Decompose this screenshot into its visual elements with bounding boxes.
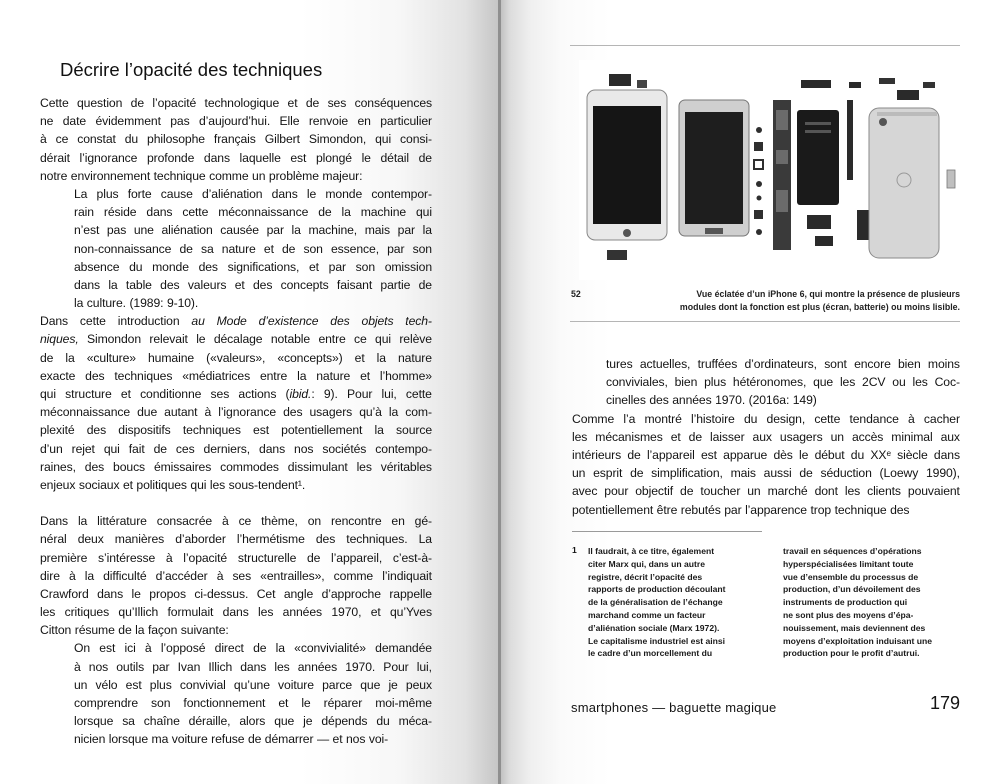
caption-line: Vue éclatée d’un iPhone 6, qui montre la présence de plusieurs — [696, 289, 960, 299]
screen-module — [587, 74, 667, 260]
section-heading: Décrire l’opacité des techniques — [60, 59, 323, 80]
body-line: d’un rejet qui fait de ces derniers, dans nos sociétés contempo- — [40, 441, 432, 456]
page-number: 179 — [929, 693, 960, 713]
footnote-line: moyens d’exploitation induisant une — [783, 635, 932, 646]
footnote-line: de la généralisation de l’échange — [588, 597, 723, 608]
footnote-line: registre, décrit l’opacité des — [588, 571, 703, 582]
quote-line: cinelles des années 1970. (2016a: 149) — [606, 393, 817, 408]
quote-line: la culture. (1989: 9-10). — [74, 296, 199, 311]
book-gutter — [498, 0, 501, 784]
body-line: Cette question de l’opacité technologique et de ses conséquences — [40, 96, 432, 110]
body-line: qui structure et conditionne ses actions (ibid.: 9). Pour lui, cette — [40, 387, 432, 401]
running-footer-title: smartphones — baguette magique — [571, 700, 777, 715]
footnote-line: citer Marx qui, dans un autre — [588, 558, 705, 569]
footnote-line: d’aliénation sociale (Marx 1972). — [588, 622, 720, 633]
body-line: Comme l’a montré l’histoire du design, cette tendance à cacher — [572, 411, 960, 426]
body-line: avec pour objectif de toucher un marché dont les clients pouvaient — [572, 484, 960, 499]
frame-module — [679, 100, 749, 236]
battery-module — [797, 110, 839, 205]
footnote-line: ne sont plus des moyens d’épa- — [783, 609, 914, 620]
left-body-text — [40, 94, 432, 749]
quote-line: rain réside dans cette méconnaissance de la machine qui — [74, 205, 432, 220]
body-line: Dans la littérature consacrée à ce thème, on rencontre en gé- — [40, 514, 432, 529]
footnote-line: hyperspécialisées limitant toute — [783, 558, 914, 569]
body-line: les critiques qu’Illich formulait dans les années 1970, et qu’Yves — [40, 605, 432, 620]
body-line: intérieurs de l’appareil est apparue dès le début du XXᵉ siècle dans — [572, 447, 960, 462]
body-line: niques, Simondon relevait le décalage notable entre ce qui relève — [40, 332, 432, 347]
quote-line: à nos outils par Ivan Illich dans les années 1970. Pour lui, — [74, 659, 432, 674]
body-line: dérait l’ignorance profonde dans laquelle est plongé le détail de — [40, 150, 432, 165]
quote-line: dans la table des valeurs et des concepts faisant partie de — [74, 277, 432, 292]
body-line: potentiellement être rebutés par l’apparence trop technique des — [572, 502, 910, 517]
body-line: notre environnement technique comme un problème majeur: — [40, 168, 363, 183]
screws-column — [754, 127, 763, 235]
right-body-text — [572, 355, 960, 519]
back-casing — [869, 78, 955, 258]
footnote-line: production, d’un dévoilement des — [783, 584, 921, 595]
footnote-line: nouissement, mais deviennent des — [783, 622, 926, 633]
quote-line: La plus forte cause d’aliénation dans le monde contempor- — [74, 186, 432, 201]
footnote-line: rapports de production découlant — [588, 584, 726, 595]
footnote-line: le cadre d’un morcellement du — [588, 648, 713, 659]
quote-line: lorsque sa chaîne déraille, alors que je dépends du méca- — [74, 714, 432, 729]
body-line: Dans cette introduction au Mode d’existence des objets tech- — [40, 314, 432, 329]
footnote-line: vue d’ensemble du processus de — [783, 571, 919, 582]
figure-caption — [630, 288, 960, 314]
quote-line: absence du monde des significations, et par son omission — [74, 259, 432, 274]
body-line: première s’intéresse à l’opacité structurelle de l’appareil, c’est-à- — [40, 550, 432, 565]
footnote-mark: 1 — [572, 545, 577, 555]
footnote-column-1 — [588, 545, 768, 660]
footnote-line: Le capitalisme industriel est ainsi — [588, 635, 726, 646]
body-line: dire à la difficulté d’accéder à ses «entrailles», comme l’indiquait — [40, 568, 432, 583]
quote-line: conviviales, bien plus hétéronomes, que les 2CV ou les Coc- — [606, 375, 960, 390]
footnote-line: Il faudrait, à ce titre, également — [588, 546, 715, 556]
body-line: exacte des techniques «médiatrices entre la nature et l’homme» — [40, 368, 432, 383]
logic-board — [773, 100, 791, 250]
body-line: Citton résume de la façon suivante: — [40, 623, 229, 638]
footnote-line: marchand comme un facteur — [588, 609, 706, 620]
body-line: raines, des boucs émissaires commodes dissimulant les véritables — [40, 459, 432, 474]
exploded-iphone-photo — [579, 60, 963, 280]
footnote-rule — [572, 531, 762, 532]
top-rule — [570, 45, 960, 46]
body-line: un esprit de simplification, mais aussi de séduction (Loewy 1990), — [572, 466, 960, 481]
body-line: les mécanismes et de laisser aux usagers un accès minimal aux — [572, 429, 960, 444]
caption-rule — [570, 321, 960, 322]
quote-line: On est ici à l’opposé direct de la «convivialité» demandée — [74, 641, 432, 656]
footnote-column-2 — [783, 545, 963, 660]
quote-line: non-connaissance de sa nature et de son essence, par son — [74, 241, 432, 256]
body-line: à ce constat du philosophe français Gilbert Simondon, qui consi- — [40, 132, 432, 147]
quote-line: n’est pas une aliénation causée par la machine, mais par la — [74, 223, 432, 238]
body-line: de la «culture» humaine («valeurs», «concepts») et la nature — [40, 350, 432, 365]
quote-line: tures actuelles, truffées d’ordinateurs, sont encore bien moins — [606, 357, 960, 371]
paragraph-gap — [40, 494, 432, 512]
body-line: enjeux sociaux et politiques qui les sous-tendent¹. — [40, 477, 306, 492]
body-line: méconnaissance due autant à l’ignorance des usagers qu’à la com- — [40, 405, 432, 420]
figure-number: 52 — [571, 289, 581, 299]
footnote-line: instruments de production qui — [783, 597, 908, 608]
quote-line: nicien lorsque ma voiture refuse de démarrer — et nos voi- — [74, 732, 389, 747]
body-line: ne date évidemment pas d’aujourd’hui. Elle renvoie en particulier — [40, 114, 432, 129]
body-line: néral deux manières d’aborder l’hermétisme des techniques. La — [40, 532, 432, 547]
quote-line: comprendre son fonctionnement et le réparer moi-même — [74, 696, 432, 710]
footnote-line: travail en séquences d’opérations — [783, 546, 922, 556]
body-line: Crawford dans le propos ci-dessus. Cet angle d’approche rappelle — [40, 586, 432, 601]
quote-line: un vélo est plus convivial qu’une voiture parce que je peux — [74, 677, 432, 692]
footnote-line: production pour le profit d’autrui. — [783, 648, 920, 659]
caption-line: modules dont la fonction est plus (écran, batterie) ou moins lisible. — [679, 302, 960, 312]
body-line: plexité des dispositifs techniques est potentiellement la source — [40, 423, 432, 438]
